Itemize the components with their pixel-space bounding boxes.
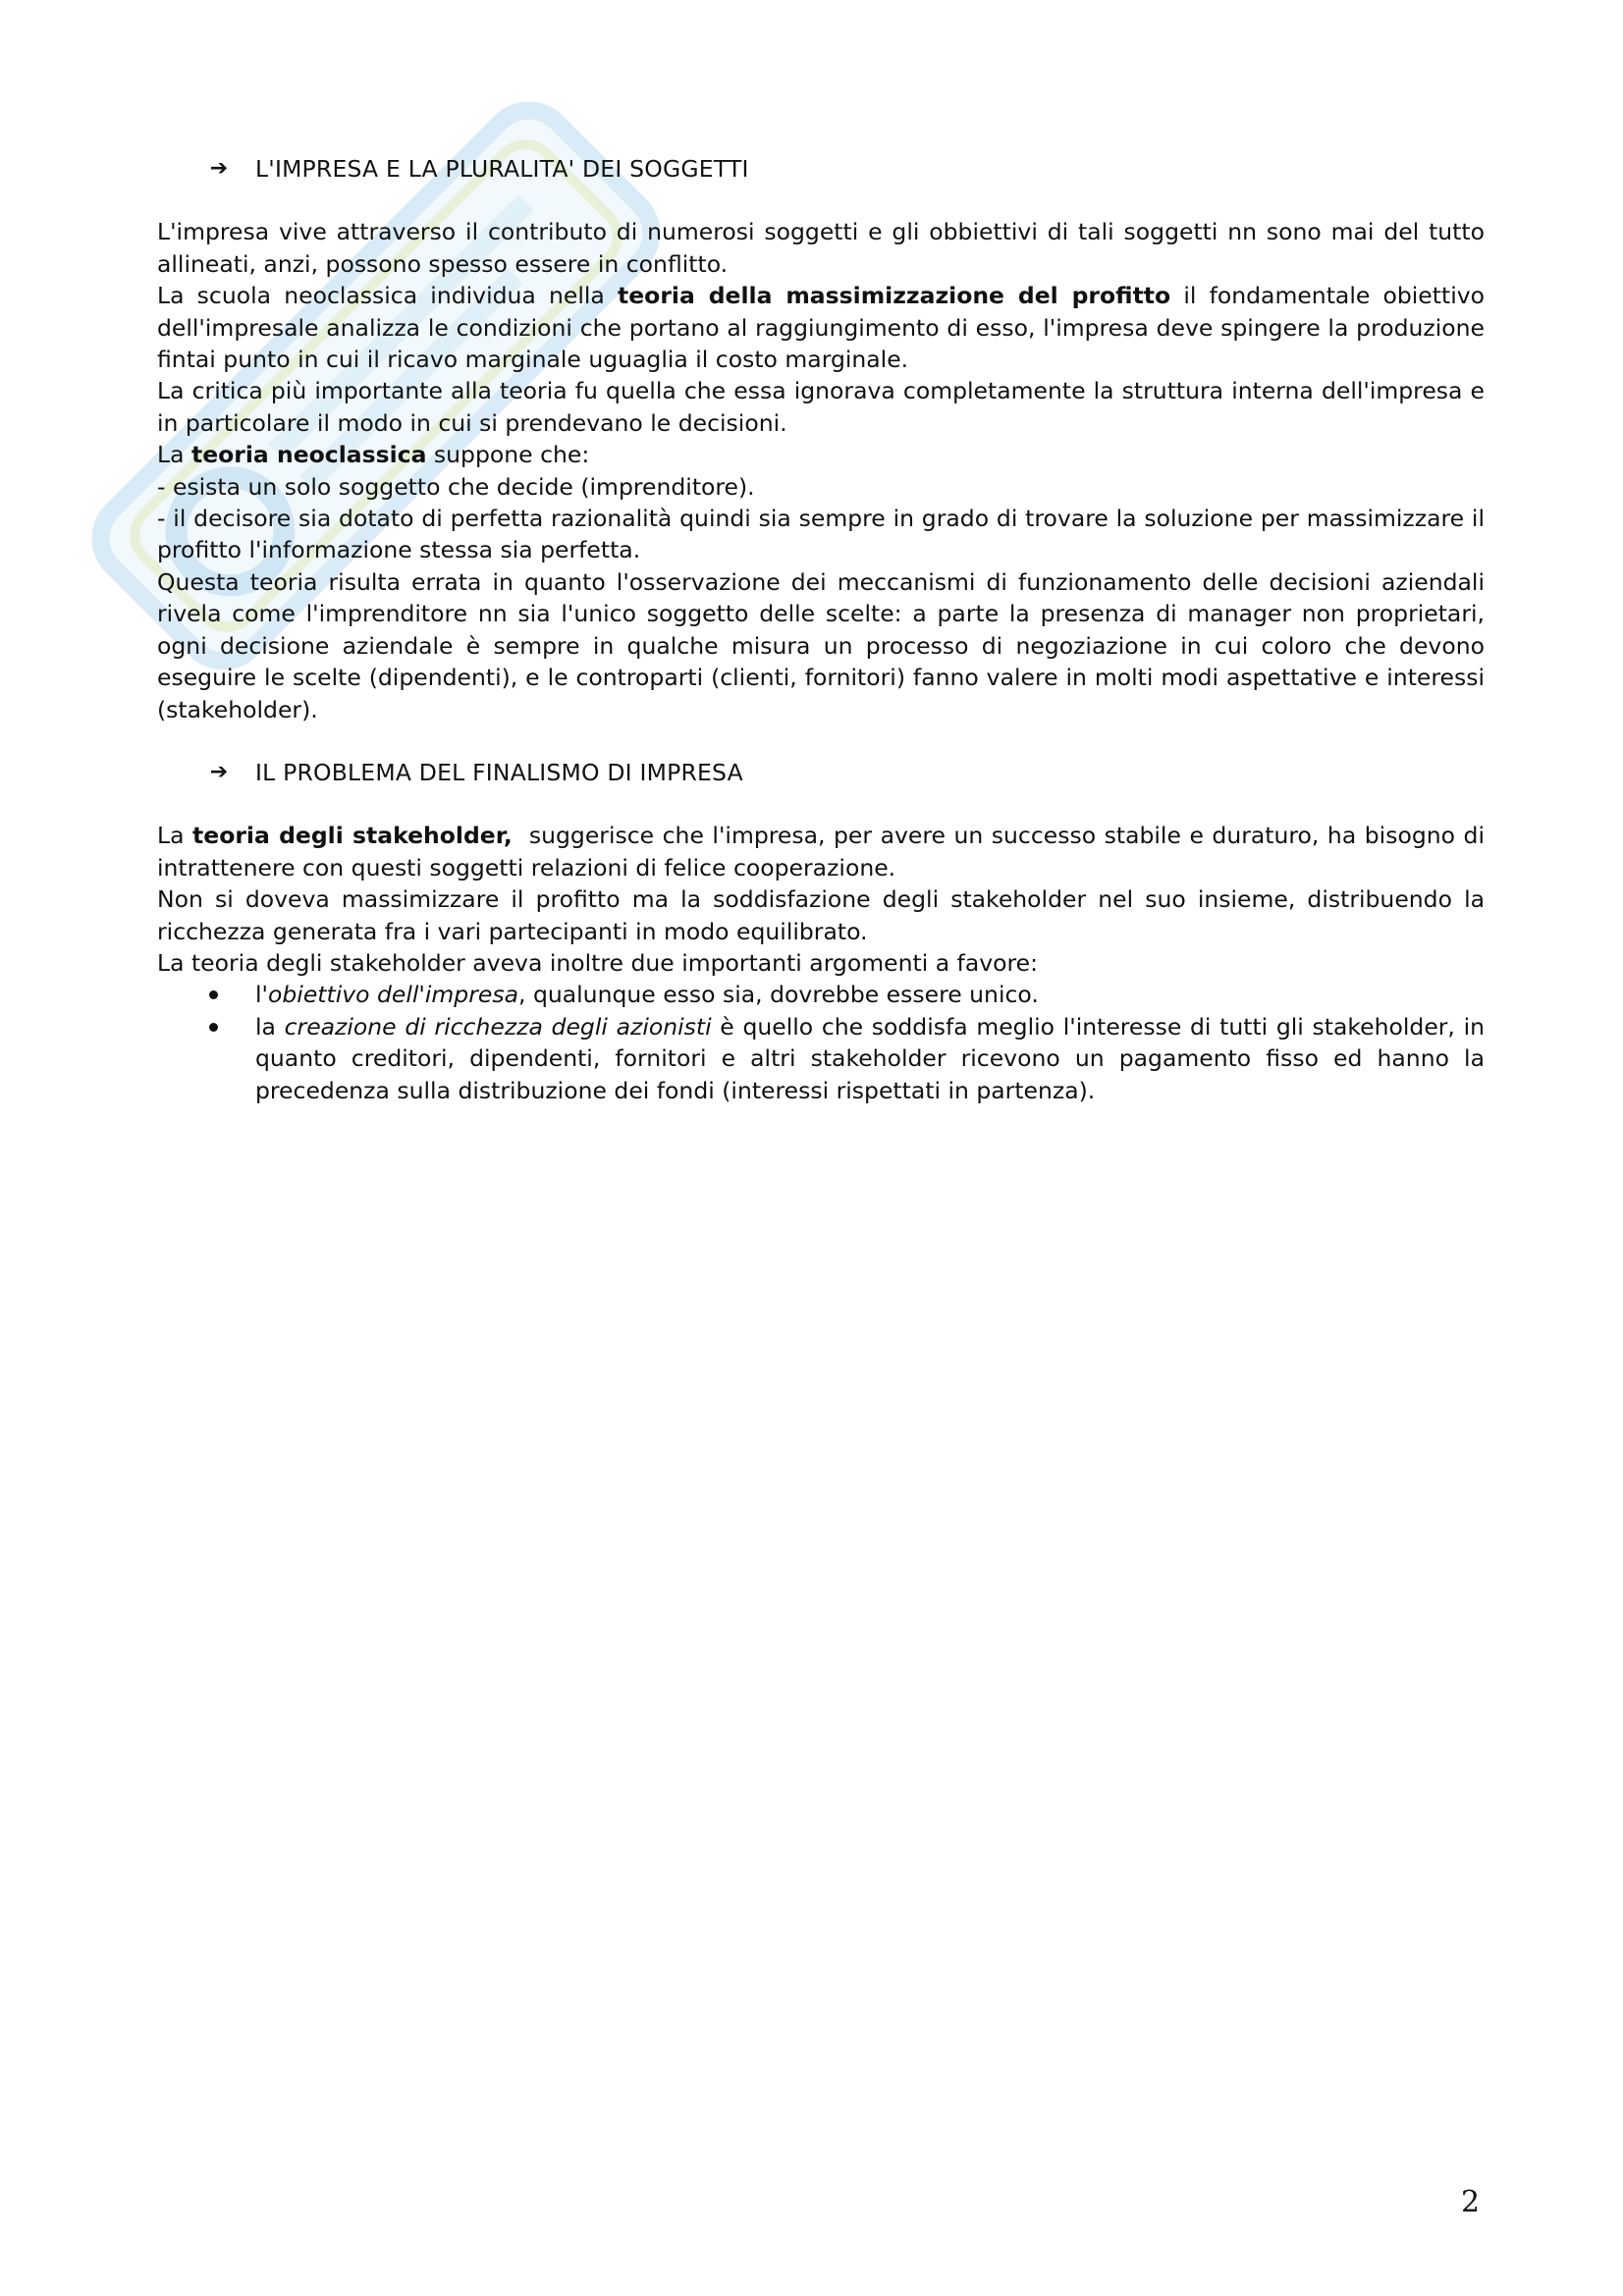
section-title: IL PROBLEMA DEL FINALISMO DI IMPRESA	[255, 758, 743, 786]
paragraph-text: suppone che:	[426, 441, 590, 469]
paragraph-text: suggerisce che l'impresa, per avere un successo stabile e duraturo, ha bisogno di intrattenere con questi soggetti relazioni di felice cooperazione.	[157, 822, 1492, 881]
paragraph-text: La	[157, 441, 191, 469]
paragraph	[157, 471, 1485, 503]
paragraph-text: La teoria degli stakeholder aveva inoltre due importanti argomenti a favore:	[157, 948, 1039, 977]
paragraph-text: la	[255, 1012, 285, 1041]
paragraph-text: - il decisore sia dotato di perfetta razionalità quindi sia sempre in grado di trovare la soluzione per massimizzare il profitto l'informazione stessa sia perfetta.	[157, 505, 1485, 564]
paragraph-text: - esista un solo soggetto che decide (imprenditore).	[157, 472, 755, 501]
spacer	[157, 725, 1485, 757]
paragraph-text: il fondamentale obiettivo dell'impresale analizza le condizioni che portano al raggiungimento di esso, l'impresa deve spingere la produzione fintai punto in cui il ricavo marginale uguaglia il costo marginale.	[157, 282, 1486, 374]
paragraph-text: La	[157, 822, 193, 850]
paragraph-text: La scuola neoclassica individua nella	[157, 282, 618, 310]
paragraph	[157, 216, 1485, 280]
list-item	[157, 1011, 1485, 1106]
italic-term: creazione di ricchezza degli azionisti	[284, 1012, 712, 1041]
italic-term: obiettivo dell'impresa	[268, 981, 518, 1009]
section-heading-1	[208, 153, 1485, 185]
paragraph	[157, 503, 1485, 566]
page-number: 2	[1461, 2185, 1481, 2219]
paragraph-text: Questa teoria risulta errata in quanto l'osservazione dei meccanismi di funzionamento delle decisioni aziendali rivela come l'imprenditore nn sia l'unico soggetto delle scelte: a parte la presenza di manager non proprietari, ogni decisione aziendale è sempre in qualche misura un processo di negoziazione in cui coloro che devono eseguire le scelte (dipendenti), e le controparti (clienti, fornitori) fanno valere in molti modi aspettative e interessi (stakeholder).	[157, 567, 1485, 723]
bold-term: teoria degli stakeholder,	[192, 822, 513, 850]
bullet-icon	[209, 1023, 218, 1032]
paragraph	[157, 566, 1485, 725]
paragraph-text: L'impresa vive attraverso il contributo di numerosi soggetti e gli obbiettivi di tali soggetti nn sono mai del tutto allineati, anzi, possono spesso essere in conflitto.	[157, 218, 1485, 278]
arrow-icon: ➔	[209, 759, 229, 784]
bullet-list	[157, 979, 1485, 1106]
paragraph-text: Non si doveva massimizzare il profitto ma la soddisfazione degli stakeholder nel suo insieme, distribuendo la ricchezza generata fra i vari partecipanti in modo equilibrato.	[157, 885, 1485, 945]
arrow-icon: ➔	[209, 156, 229, 181]
paragraph-text: , qualunque esso sia, dovrebbe essere unico.	[518, 981, 1039, 1009]
section-heading-2	[208, 757, 1485, 788]
paragraph	[157, 439, 1485, 470]
paragraph	[157, 820, 1492, 883]
list-item	[157, 979, 1485, 1010]
paragraph	[157, 375, 1485, 439]
section-title: L'IMPRESA E LA PLURALITA' DEI SOGGETTI	[255, 155, 749, 183]
bold-term: teoria neoclassica	[190, 441, 427, 469]
bullet-icon	[209, 990, 218, 999]
paragraph	[157, 883, 1485, 947]
paragraph-text: La critica più importante alla teoria fu quella che essa ignorava completamente la struttura interna dell'impresa e in particolare il modo in cui si prendevano le decisioni.	[157, 377, 1485, 437]
paragraph	[157, 280, 1485, 375]
document-page	[157, 153, 1492, 1106]
paragraph-text: è quello che soddisfa meglio l'interesse di tutti gli stakeholder, in quanto creditori, dipendenti, fornitori e altri stakeholder ricevono un pagamento fisso ed hanno la precedenza sulla distribuzione dei fondi (interessi rispettati in partenza).	[255, 1012, 1485, 1104]
bold-term: teoria della massimizzazione del profitto	[618, 282, 1171, 310]
paragraph-text: l'	[255, 981, 268, 1009]
paragraph	[157, 947, 1485, 979]
